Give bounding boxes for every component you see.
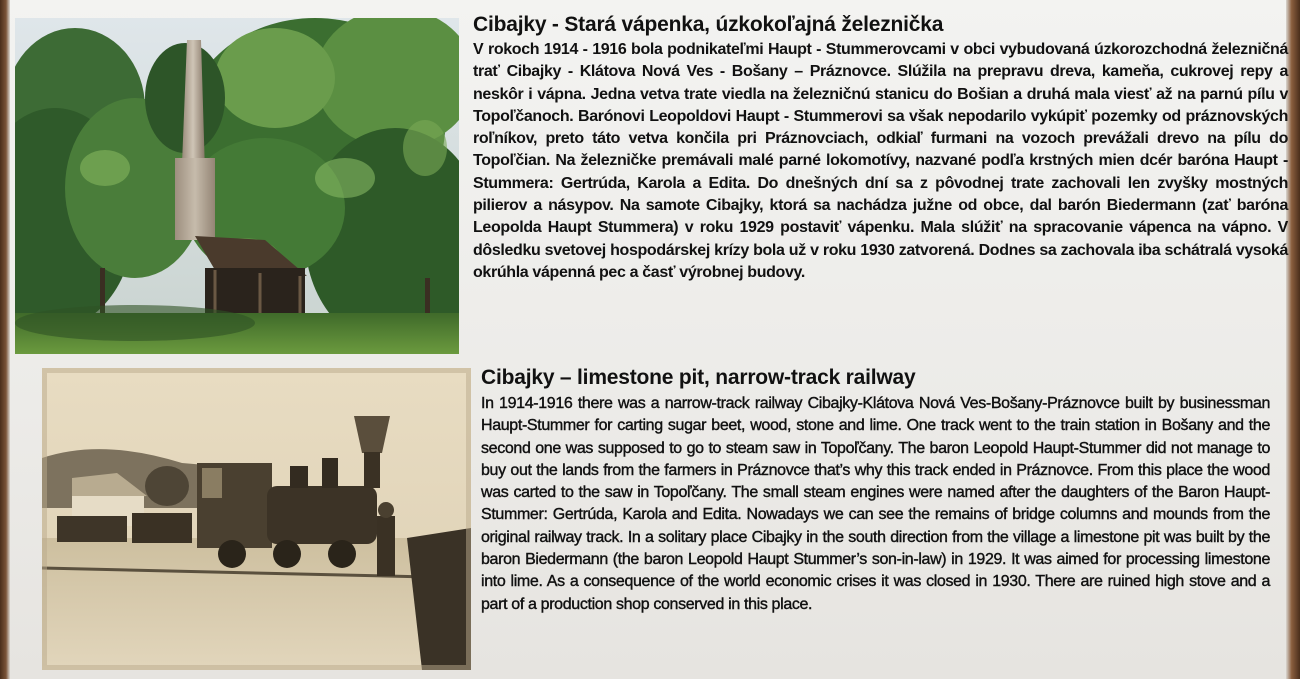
wooden-frame-left bbox=[0, 0, 10, 679]
photo-lime-kiln bbox=[15, 18, 459, 354]
photo-steam-locomotive bbox=[42, 368, 471, 670]
panel-slovak-body: V rokoch 1914 - 1916 bola podnikateľmi Haupt - Stummerovcami v obci vybudovaná úzkorozchodná železničná trať Cibajky - Klátova Nová Ves - Bošany – Práznovce. Slúžila na prepravu dreva, kameňa, cukrovej repy a neskôr i vápna. Jedna vetva trate viedla na železničnú stanicu do Bošian a druhá mala viesť až na parnú pílu v Topoľčanoch. Barónovi Leopoldovi Haupt - Stummerovi sa však nepodarilo vykúpiť pozemky od práznovských roľníkov, preto táto vetva končila pri Práznovciach, odkiaľ furmani na vozoch prevážali drevo na pílu do Topoľčian. Na železničke premávali malé parné lokomotívy, nazvané podľa krstných mien dcér baróna Haupt - Stummera: Gertrúda, Karola a Edita. Do dnešných dní sa z pôvodnej trate zachovali len zvyšky mostných pilierov a násypov. Na samote Cibajky, ktorá sa nachádza južne od obce, dal barón Biedermann (zať baróna Leopolda Haupt Stummera) v roku 1929 postaviť vápenku. Mala slúžiť na spracovanie vápenca na vápno. V dôsledku svetovej hospodárskej krízy bola už v roku 1930 zatvorená. Dodnes sa zachovala iba schátralá vysoká okrúhla vápenná pec a časť výrobnej budovy. bbox=[473, 41, 1288, 281]
panel-english bbox=[481, 366, 1270, 616]
panel-slovak bbox=[473, 13, 1288, 284]
panel-slovak-title: Cibajky - Stará vápenka, úzkokoľajná železnička bbox=[473, 13, 944, 36]
panel-english-title: Cibajky – limestone pit, narrow-track railway bbox=[481, 366, 916, 389]
wooden-frame-right bbox=[1286, 0, 1300, 679]
panel-english-body: In 1914-1916 there was a narrow-track railway Cibajky-Klátova Nová Ves-Bošany-Práznovce built by businessman Haupt-Stummer for carting sugar beet, wood, stone and lime. One track went to the train station in Bošany and the second one was supposed to go to steam saw in Topoľčany. The baron Leopold Haupt-Stummer did not manage to buy out the lands from the farmers in Práznovce that’s why this track ended in Práznovce. From this place the wood was carted to the saw in Topoľčany. The small steam engines were named after the daughters of the Baron Haupt-Stummer: Gertrúda, Karola and Edita. Nowadays we can see the remains of bridge columns and mounds from the original railway track. In a solitary place Cibajky in the south direction from the village a limestone pit was built by the baron Biedermann (the baron Leopold Haupt Stummer’s son-in-law) in 1929. It was aimed for processing limestone into lime. As a consequence of the world economic crises it was closed in 1930. There are ruined high stove and a part of a production shop conserved in this place. bbox=[481, 395, 1270, 613]
